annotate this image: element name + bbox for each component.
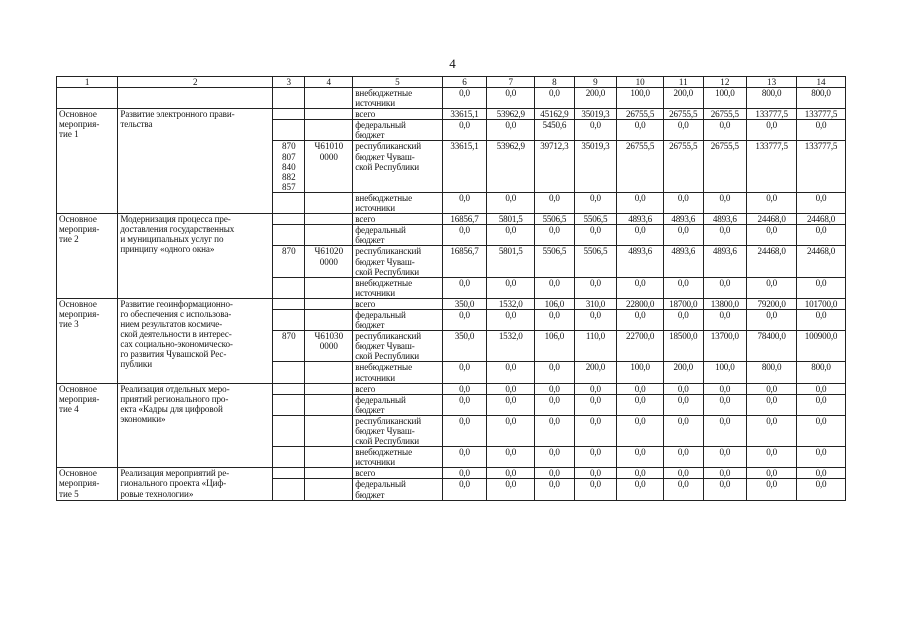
target-article-cell bbox=[305, 394, 353, 415]
amount-cell: 4893,6 bbox=[664, 214, 704, 225]
amount-cell: 0,0 bbox=[487, 120, 535, 141]
funding-source-cell: всего bbox=[353, 468, 442, 479]
amount-cell: 0,0 bbox=[797, 468, 846, 479]
funding-source-cell: всего bbox=[353, 298, 442, 309]
event-description-cell: Реализация отдельных меро- приятий регионального про- екта «Кадры для цифровой экономики» bbox=[118, 383, 273, 468]
amount-cell: 0,0 bbox=[487, 394, 535, 415]
table-body bbox=[57, 88, 846, 501]
budget-code-cell bbox=[273, 277, 305, 298]
amount-cell: 106,0 bbox=[535, 331, 575, 362]
amount-cell: 106,0 bbox=[535, 298, 575, 309]
amount-cell: 0,0 bbox=[442, 468, 487, 479]
target-article-cell bbox=[305, 468, 353, 479]
amount-cell: 13700,0 bbox=[703, 331, 747, 362]
budget-code-cell bbox=[273, 192, 305, 213]
column-header: 5 bbox=[353, 77, 442, 88]
table-row bbox=[57, 383, 846, 394]
amount-cell: 0,0 bbox=[797, 277, 846, 298]
amount-cell: 53962,9 bbox=[487, 141, 535, 192]
amount-cell: 110,0 bbox=[574, 331, 617, 362]
budget-code-cell bbox=[273, 447, 305, 468]
amount-cell: 0,0 bbox=[487, 479, 535, 500]
column-header: 2 bbox=[118, 77, 273, 88]
column-header: 11 bbox=[664, 77, 704, 88]
amount-cell: 0,0 bbox=[703, 277, 747, 298]
funding-source-cell: всего bbox=[353, 214, 442, 225]
amount-cell: 0,0 bbox=[442, 277, 487, 298]
budget-code-cell bbox=[273, 298, 305, 309]
amount-cell: 26755,5 bbox=[703, 141, 747, 192]
amount-cell: 0,0 bbox=[747, 468, 797, 479]
amount-cell: 35019,3 bbox=[574, 109, 617, 120]
amount-cell: 0,0 bbox=[442, 192, 487, 213]
amount-cell: 0,0 bbox=[574, 479, 617, 500]
column-header: 12 bbox=[703, 77, 747, 88]
event-description-cell: Развитие геоинформационно- го обеспечения с использова- нием результатов космиче- ской деятельности в интерес- сах социально-экономическо- го развития Чувашской Рес- публики bbox=[118, 298, 273, 383]
program-funding-table bbox=[56, 76, 846, 501]
amount-cell: 200,0 bbox=[574, 88, 617, 109]
amount-cell: 35019,3 bbox=[574, 141, 617, 192]
amount-cell: 0,0 bbox=[535, 415, 575, 446]
amount-cell: 0,0 bbox=[487, 362, 535, 383]
budget-code-cell bbox=[273, 309, 305, 330]
amount-cell: 1532,0 bbox=[487, 298, 535, 309]
target-article-cell bbox=[305, 277, 353, 298]
target-article-cell bbox=[305, 88, 353, 109]
amount-cell: 1532,0 bbox=[487, 331, 535, 362]
target-article-cell bbox=[305, 309, 353, 330]
funding-source-cell: внебюджетные источники bbox=[353, 88, 442, 109]
amount-cell: 0,0 bbox=[442, 394, 487, 415]
amount-cell: 16856,7 bbox=[442, 246, 487, 277]
amount-cell: 0,0 bbox=[664, 479, 704, 500]
amount-cell: 0,0 bbox=[747, 447, 797, 468]
amount-cell: 0,0 bbox=[747, 225, 797, 246]
page-number: 4 bbox=[449, 56, 456, 71]
amount-cell: 0,0 bbox=[442, 415, 487, 446]
amount-cell: 45162,9 bbox=[535, 109, 575, 120]
target-article-cell bbox=[305, 214, 353, 225]
amount-cell: 0,0 bbox=[664, 192, 704, 213]
amount-cell: 0,0 bbox=[487, 447, 535, 468]
amount-cell: 24468,0 bbox=[797, 246, 846, 277]
target-article-cell bbox=[305, 109, 353, 120]
amount-cell: 0,0 bbox=[747, 309, 797, 330]
amount-cell: 800,0 bbox=[747, 88, 797, 109]
amount-cell: 0,0 bbox=[535, 192, 575, 213]
amount-cell: 350,0 bbox=[442, 331, 487, 362]
amount-cell: 0,0 bbox=[487, 192, 535, 213]
amount-cell: 4893,6 bbox=[703, 214, 747, 225]
amount-cell: 0,0 bbox=[664, 447, 704, 468]
target-article-cell bbox=[305, 447, 353, 468]
funding-source-cell: всего bbox=[353, 383, 442, 394]
amount-cell: 0,0 bbox=[747, 415, 797, 446]
amount-cell: 0,0 bbox=[703, 479, 747, 500]
column-header: 1 bbox=[57, 77, 118, 88]
amount-cell: 4893,6 bbox=[703, 246, 747, 277]
amount-cell: 78400,0 bbox=[747, 331, 797, 362]
amount-cell: 18700,0 bbox=[664, 298, 704, 309]
column-header: 10 bbox=[617, 77, 664, 88]
amount-cell: 24468,0 bbox=[797, 214, 846, 225]
funding-source-cell: республиканский бюджет Чуваш- ской Республики bbox=[353, 331, 442, 362]
amount-cell: 0,0 bbox=[703, 225, 747, 246]
amount-cell: 5801,5 bbox=[487, 214, 535, 225]
table-row bbox=[57, 298, 846, 309]
amount-cell: 53962,9 bbox=[487, 109, 535, 120]
amount-cell: 4893,6 bbox=[664, 246, 704, 277]
amount-cell: 0,0 bbox=[574, 309, 617, 330]
amount-cell: 0,0 bbox=[487, 468, 535, 479]
amount-cell: 0,0 bbox=[664, 415, 704, 446]
amount-cell: 0,0 bbox=[747, 120, 797, 141]
amount-cell: 24468,0 bbox=[747, 214, 797, 225]
budget-code-cell bbox=[273, 394, 305, 415]
amount-cell: 0,0 bbox=[535, 88, 575, 109]
amount-cell: 0,0 bbox=[535, 468, 575, 479]
amount-cell: 0,0 bbox=[574, 277, 617, 298]
target-article-cell: Ч61010 0000 bbox=[305, 141, 353, 192]
event-name-cell: Основное мероприя- тие 4 bbox=[57, 383, 118, 468]
budget-code-cell: 870 bbox=[273, 331, 305, 362]
amount-cell: 0,0 bbox=[535, 225, 575, 246]
event-name-cell bbox=[57, 88, 118, 109]
table-row bbox=[57, 468, 846, 479]
event-name-cell: Основное мероприя- тие 2 bbox=[57, 214, 118, 299]
amount-cell: 0,0 bbox=[535, 479, 575, 500]
column-header: 13 bbox=[747, 77, 797, 88]
funding-source-cell: федеральный бюджет bbox=[353, 120, 442, 141]
column-header: 6 bbox=[442, 77, 487, 88]
amount-cell: 100900,0 bbox=[797, 331, 846, 362]
amount-cell: 0,0 bbox=[487, 88, 535, 109]
target-article-cell: Ч61030 0000 bbox=[305, 331, 353, 362]
budget-code-cell bbox=[273, 362, 305, 383]
amount-cell: 13800,0 bbox=[703, 298, 747, 309]
amount-cell: 0,0 bbox=[664, 120, 704, 141]
amount-cell: 0,0 bbox=[664, 468, 704, 479]
amount-cell: 79200,0 bbox=[747, 298, 797, 309]
amount-cell: 0,0 bbox=[747, 192, 797, 213]
budget-code-cell bbox=[273, 225, 305, 246]
funding-source-cell: федеральный бюджет bbox=[353, 479, 442, 500]
amount-cell: 0,0 bbox=[703, 394, 747, 415]
amount-cell: 0,0 bbox=[617, 120, 664, 141]
amount-cell: 0,0 bbox=[535, 394, 575, 415]
amount-cell: 0,0 bbox=[442, 479, 487, 500]
table-row bbox=[57, 214, 846, 225]
budget-code-cell bbox=[273, 468, 305, 479]
amount-cell: 0,0 bbox=[664, 225, 704, 246]
amount-cell: 22800,0 bbox=[617, 298, 664, 309]
amount-cell: 0,0 bbox=[442, 120, 487, 141]
amount-cell: 16856,7 bbox=[442, 214, 487, 225]
amount-cell: 200,0 bbox=[664, 88, 704, 109]
amount-cell: 0,0 bbox=[617, 277, 664, 298]
amount-cell: 133777,5 bbox=[797, 109, 846, 120]
budget-code-cell bbox=[273, 415, 305, 446]
amount-cell: 800,0 bbox=[747, 362, 797, 383]
amount-cell: 0,0 bbox=[442, 362, 487, 383]
funding-source-cell: внебюджетные источники bbox=[353, 277, 442, 298]
amount-cell: 0,0 bbox=[442, 309, 487, 330]
amount-cell: 0,0 bbox=[617, 479, 664, 500]
event-description-cell: Модернизация процесса пре- доставления государственных и муниципальных услуг по принципу «одного окна» bbox=[118, 214, 273, 299]
funding-source-cell: федеральный бюджет bbox=[353, 309, 442, 330]
amount-cell: 0,0 bbox=[617, 192, 664, 213]
target-article-cell bbox=[305, 415, 353, 446]
funding-source-cell: внебюджетные источники bbox=[353, 192, 442, 213]
amount-cell: 0,0 bbox=[664, 309, 704, 330]
amount-cell: 0,0 bbox=[747, 394, 797, 415]
amount-cell: 133777,5 bbox=[747, 141, 797, 192]
amount-cell: 0,0 bbox=[664, 383, 704, 394]
amount-cell: 0,0 bbox=[535, 447, 575, 468]
amount-cell: 0,0 bbox=[797, 383, 846, 394]
funding-source-cell: внебюджетные источники bbox=[353, 362, 442, 383]
table-row bbox=[57, 88, 846, 109]
amount-cell: 5450,6 bbox=[535, 120, 575, 141]
event-name-cell: Основное мероприя- тие 1 bbox=[57, 109, 118, 214]
amount-cell: 5506,5 bbox=[535, 246, 575, 277]
amount-cell: 0,0 bbox=[574, 415, 617, 446]
amount-cell: 0,0 bbox=[487, 277, 535, 298]
budget-code-cell: 870 bbox=[273, 246, 305, 277]
amount-cell: 0,0 bbox=[617, 383, 664, 394]
amount-cell: 0,0 bbox=[574, 447, 617, 468]
budget-code-cell bbox=[273, 88, 305, 109]
funding-source-cell: республиканский бюджет Чуваш- ской Республики bbox=[353, 141, 442, 192]
amount-cell: 18500,0 bbox=[664, 331, 704, 362]
header-row bbox=[57, 77, 846, 88]
amount-cell: 0,0 bbox=[617, 468, 664, 479]
column-header: 8 bbox=[535, 77, 575, 88]
column-header: 3 bbox=[273, 77, 305, 88]
amount-cell: 0,0 bbox=[703, 447, 747, 468]
amount-cell: 0,0 bbox=[703, 468, 747, 479]
funding-source-cell: республиканский бюджет Чуваш- ской Республики bbox=[353, 415, 442, 446]
amount-cell: 5506,5 bbox=[574, 246, 617, 277]
amount-cell: 800,0 bbox=[797, 362, 846, 383]
amount-cell: 0,0 bbox=[797, 394, 846, 415]
budget-code-cell bbox=[273, 383, 305, 394]
amount-cell: 39712,3 bbox=[535, 141, 575, 192]
amount-cell: 0,0 bbox=[574, 192, 617, 213]
amount-cell: 0,0 bbox=[487, 415, 535, 446]
amount-cell: 24468,0 bbox=[747, 246, 797, 277]
amount-cell: 0,0 bbox=[797, 120, 846, 141]
amount-cell: 4893,6 bbox=[617, 214, 664, 225]
amount-cell: 0,0 bbox=[487, 383, 535, 394]
funding-source-cell: внебюджетные источники bbox=[353, 447, 442, 468]
column-header: 4 bbox=[305, 77, 353, 88]
amount-cell: 0,0 bbox=[442, 225, 487, 246]
amount-cell: 5506,5 bbox=[535, 214, 575, 225]
amount-cell: 0,0 bbox=[747, 383, 797, 394]
amount-cell: 0,0 bbox=[747, 277, 797, 298]
target-article-cell bbox=[305, 192, 353, 213]
funding-source-cell: всего bbox=[353, 109, 442, 120]
amount-cell: 0,0 bbox=[487, 309, 535, 330]
amount-cell: 0,0 bbox=[747, 479, 797, 500]
amount-cell: 0,0 bbox=[535, 309, 575, 330]
amount-cell: 0,0 bbox=[574, 225, 617, 246]
budget-code-cell bbox=[273, 214, 305, 225]
funding-source-cell: федеральный бюджет bbox=[353, 225, 442, 246]
amount-cell: 200,0 bbox=[574, 362, 617, 383]
amount-cell: 5506,5 bbox=[574, 214, 617, 225]
amount-cell: 200,0 bbox=[664, 362, 704, 383]
amount-cell: 26755,5 bbox=[617, 141, 664, 192]
amount-cell: 0,0 bbox=[442, 383, 487, 394]
amount-cell: 26755,5 bbox=[664, 141, 704, 192]
table-row bbox=[57, 109, 846, 120]
column-header: 14 bbox=[797, 77, 846, 88]
amount-cell: 5801,5 bbox=[487, 246, 535, 277]
amount-cell: 0,0 bbox=[617, 415, 664, 446]
amount-cell: 0,0 bbox=[574, 394, 617, 415]
amount-cell: 0,0 bbox=[703, 415, 747, 446]
target-article-cell bbox=[305, 383, 353, 394]
target-article-cell bbox=[305, 298, 353, 309]
event-name-cell: Основное мероприя- тие 5 bbox=[57, 468, 118, 500]
event-description-cell: Реализация мероприятий ре- гионального проекта «Циф- ровые технологии» bbox=[118, 468, 273, 500]
amount-cell: 0,0 bbox=[617, 394, 664, 415]
amount-cell: 101700,0 bbox=[797, 298, 846, 309]
amount-cell: 0,0 bbox=[664, 277, 704, 298]
amount-cell: 310,0 bbox=[574, 298, 617, 309]
amount-cell: 100,0 bbox=[617, 88, 664, 109]
amount-cell: 0,0 bbox=[703, 120, 747, 141]
amount-cell: 0,0 bbox=[797, 447, 846, 468]
budget-code-cell bbox=[273, 109, 305, 120]
event-name-cell: Основное мероприя- тие 3 bbox=[57, 298, 118, 383]
amount-cell: 0,0 bbox=[664, 394, 704, 415]
amount-cell: 0,0 bbox=[535, 383, 575, 394]
amount-cell: 0,0 bbox=[797, 309, 846, 330]
target-article-cell: Ч61020 0000 bbox=[305, 246, 353, 277]
amount-cell: 0,0 bbox=[617, 309, 664, 330]
column-header: 7 bbox=[487, 77, 535, 88]
amount-cell: 26755,5 bbox=[617, 109, 664, 120]
column-header: 9 bbox=[574, 77, 617, 88]
amount-cell: 0,0 bbox=[535, 277, 575, 298]
amount-cell: 0,0 bbox=[617, 447, 664, 468]
target-article-cell bbox=[305, 120, 353, 141]
amount-cell: 133777,5 bbox=[797, 141, 846, 192]
amount-cell: 0,0 bbox=[442, 447, 487, 468]
amount-cell: 0,0 bbox=[703, 309, 747, 330]
amount-cell: 22700,0 bbox=[617, 331, 664, 362]
amount-cell: 100,0 bbox=[703, 362, 747, 383]
amount-cell: 0,0 bbox=[797, 192, 846, 213]
amount-cell: 33615,1 bbox=[442, 109, 487, 120]
amount-cell: 0,0 bbox=[574, 383, 617, 394]
amount-cell: 26755,5 bbox=[664, 109, 704, 120]
amount-cell: 0,0 bbox=[703, 383, 747, 394]
event-description-cell bbox=[118, 88, 273, 109]
amount-cell: 0,0 bbox=[797, 415, 846, 446]
amount-cell: 0,0 bbox=[442, 88, 487, 109]
amount-cell: 0,0 bbox=[535, 362, 575, 383]
amount-cell: 26755,5 bbox=[703, 109, 747, 120]
amount-cell: 0,0 bbox=[574, 120, 617, 141]
amount-cell: 350,0 bbox=[442, 298, 487, 309]
amount-cell: 800,0 bbox=[797, 88, 846, 109]
target-article-cell bbox=[305, 362, 353, 383]
amount-cell: 0,0 bbox=[797, 479, 846, 500]
target-article-cell bbox=[305, 479, 353, 500]
budget-code-cell: 870 807 840 882 857 bbox=[273, 141, 305, 192]
amount-cell: 0,0 bbox=[797, 225, 846, 246]
budget-code-cell bbox=[273, 120, 305, 141]
funding-source-cell: федеральный бюджет bbox=[353, 394, 442, 415]
amount-cell: 0,0 bbox=[617, 225, 664, 246]
amount-cell: 0,0 bbox=[574, 468, 617, 479]
amount-cell: 33615,1 bbox=[442, 141, 487, 192]
funding-source-cell: республиканский бюджет Чуваш- ской Республики bbox=[353, 246, 442, 277]
amount-cell: 100,0 bbox=[703, 88, 747, 109]
amount-cell: 0,0 bbox=[703, 192, 747, 213]
amount-cell: 0,0 bbox=[487, 225, 535, 246]
target-article-cell bbox=[305, 225, 353, 246]
event-description-cell: Развитие электронного прави- тельства bbox=[118, 109, 273, 214]
amount-cell: 133777,5 bbox=[747, 109, 797, 120]
amount-cell: 4893,6 bbox=[617, 246, 664, 277]
amount-cell: 100,0 bbox=[617, 362, 664, 383]
budget-code-cell bbox=[273, 479, 305, 500]
